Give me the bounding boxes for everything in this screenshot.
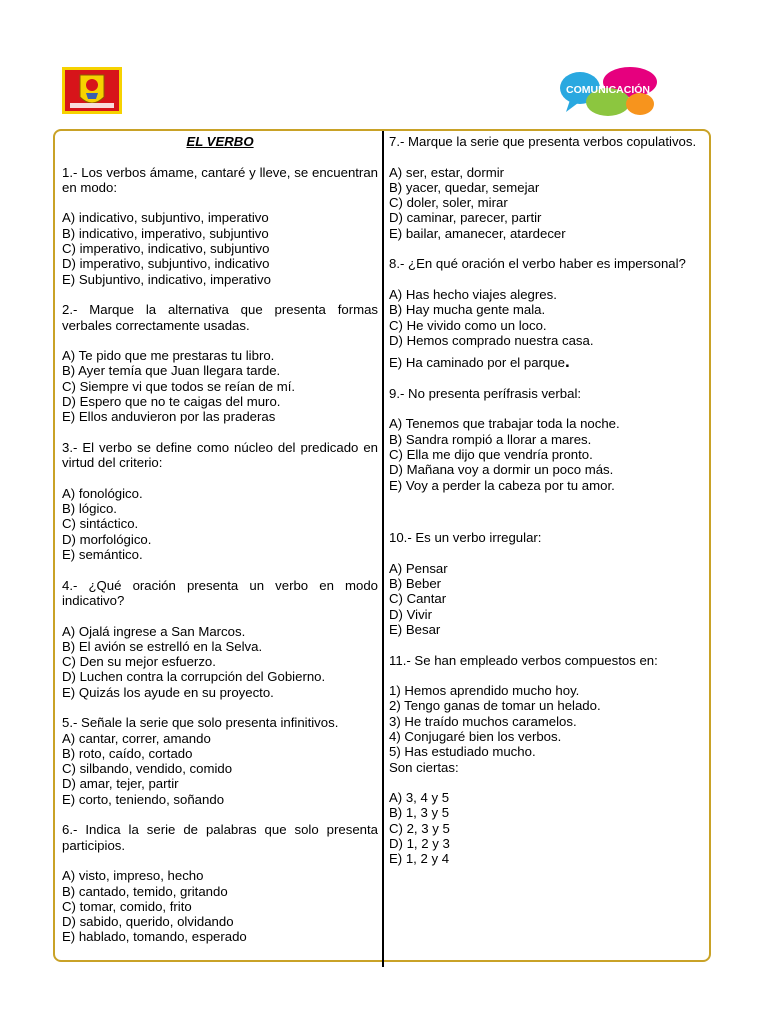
- right-column: [389, 134, 705, 867]
- option: A) fonológico.: [62, 485, 143, 501]
- option: D) caminar, parecer, partir: [389, 210, 542, 226]
- option: D) imperativo, subjuntivo, indicativo: [62, 256, 270, 272]
- option: C) Siempre vi que todos se reían de mí.: [62, 378, 296, 394]
- question-7: 7.- Marque la serie que presenta verbos copulativos.: [389, 134, 697, 149]
- question-1: 1.- Los verbos ámame, cantaré y lleve, se encuentran en modo:: [62, 164, 378, 195]
- option: A) cantar, correr, amando: [62, 730, 211, 746]
- question-4: 4.- ¿Qué oración presenta un verbo en modo indicativo?: [62, 577, 378, 608]
- option: C) Cantar: [389, 591, 447, 607]
- option: E) 1, 2 y 4: [389, 851, 450, 867]
- option: B) cantado, temido, gritando: [62, 883, 228, 899]
- option: B) Sandra rompió a llorar a mares.: [389, 431, 592, 447]
- option: A) ser, estar, dormir: [389, 164, 505, 180]
- question-9: 9.- No presenta perífrasis verbal:: [389, 385, 582, 401]
- option: A) Has hecho viajes alegres.: [389, 286, 557, 302]
- option: D) Vivir: [389, 606, 432, 622]
- option: D) Hemos comprado nuestra casa.: [389, 332, 594, 348]
- option: C) doler, soler, mirar: [389, 195, 508, 211]
- option: B) yacer, quedar, semejar: [389, 179, 540, 195]
- question-11: 11.- Se han empleado verbos compuestos en:: [389, 652, 658, 668]
- option: A) Te pido que me prestaras tu libro.: [62, 348, 275, 364]
- option: D) Espero que no te caigas del muro.: [62, 394, 281, 410]
- option: A) 3, 4 y 5: [389, 790, 450, 806]
- option: E) Ellos anduvieron por las praderas: [62, 409, 276, 425]
- option: B) lógico.: [62, 501, 117, 517]
- option: E) Voy a perder la cabeza por tu amor.: [389, 477, 615, 493]
- option-e-text: E) Ha caminado por el parque: [389, 355, 565, 371]
- option: B) 1, 3 y 5: [389, 805, 450, 821]
- option: B) roto, caído, cortado: [62, 745, 193, 761]
- option: E) semántico.: [62, 547, 143, 563]
- statement: 3) He traído muchos caramelos.: [389, 713, 577, 729]
- question-8: 8.- ¿En qué oración el verbo haber es impersonal?: [389, 256, 686, 272]
- option: A) indicativo, subjuntivo, imperativo: [62, 210, 269, 226]
- question-5: 5.- Señale la serie que solo presenta infinitivos.: [62, 715, 339, 731]
- question-11-prompt: Son ciertas:: [389, 759, 459, 775]
- option: A) Ojalá ingrese a San Marcos.: [62, 623, 246, 639]
- statement: 2) Tengo ganas de tomar un helado.: [389, 698, 601, 714]
- statement: 1) Hemos aprendido mucho hoy.: [389, 683, 580, 699]
- option: E) corto, teniendo, soñando: [62, 791, 225, 807]
- option: E) bailar, amanecer, atardecer: [389, 225, 566, 241]
- option: B) Ayer temía que Juan llegara tarde.: [62, 363, 281, 379]
- option: E) Besar: [389, 621, 441, 637]
- left-column: [62, 134, 378, 945]
- option: D) Luchen contra la corrupción del Gobierno.: [62, 669, 326, 685]
- statement: 4) Conjugaré bien los verbos.: [389, 728, 562, 744]
- option: C) Ella me dijo que vendría pronto.: [389, 446, 593, 462]
- option-e-period: .: [564, 352, 570, 372]
- option: B) Beber: [389, 576, 442, 592]
- option: D) 1, 2 y 3: [389, 836, 450, 852]
- option: E) hablado, tomando, esperado: [62, 929, 247, 945]
- school-shield-logo: [62, 67, 122, 114]
- comunicacion-bubbles-logo: [558, 66, 658, 118]
- option: D) morfológico.: [62, 531, 152, 547]
- option: D) amar, tejer, partir: [62, 776, 179, 792]
- page-title: EL VERBO: [186, 134, 254, 149]
- statement: 5) Has estudiado mucho.: [389, 744, 536, 760]
- option: C) He vivido como un loco.: [389, 317, 547, 333]
- option: A) Tenemos que trabajar toda la noche.: [389, 416, 620, 432]
- option: C) silbando, vendido, comido: [62, 761, 233, 777]
- logo-text: COMUNICACIÓN: [566, 84, 650, 96]
- option: B) indicativo, imperativo, subjuntivo: [62, 225, 269, 241]
- column-divider: [382, 131, 384, 967]
- option: D) sabido, querido, olvidando: [62, 914, 234, 930]
- option: C) 2, 3 y 5: [389, 820, 450, 836]
- option: C) imperativo, indicativo, subjuntivo: [62, 241, 270, 257]
- option: E) Quizás los ayude en su proyecto.: [62, 684, 274, 700]
- option: A) Pensar: [389, 560, 448, 576]
- option: C) sintáctico.: [62, 516, 139, 532]
- question-10: 10.- Es un verbo irregular:: [389, 530, 542, 546]
- option: B) Hay mucha gente mala.: [389, 302, 546, 318]
- question-2: 2.- Marque la alternativa que presenta formas verbales correctamente usadas.: [62, 302, 378, 333]
- option: C) tomar, comido, frito: [62, 898, 192, 914]
- question-3: 3.- El verbo se define como núcleo del predicado en virtud del criterio:: [62, 439, 378, 471]
- option: E) Subjuntivo, indicativo, imperativo: [62, 271, 271, 287]
- question-6: 6.- Indica la serie de palabras que solo presenta participios.: [62, 822, 378, 853]
- option: D) Mañana voy a dormir un poco más.: [389, 462, 614, 478]
- option: [389, 354, 705, 370]
- option: B) El avión se estrelló en la Selva.: [62, 638, 263, 654]
- option: A) visto, impreso, hecho: [62, 868, 204, 884]
- option: C) Den su mejor esfuerzo.: [62, 654, 216, 670]
